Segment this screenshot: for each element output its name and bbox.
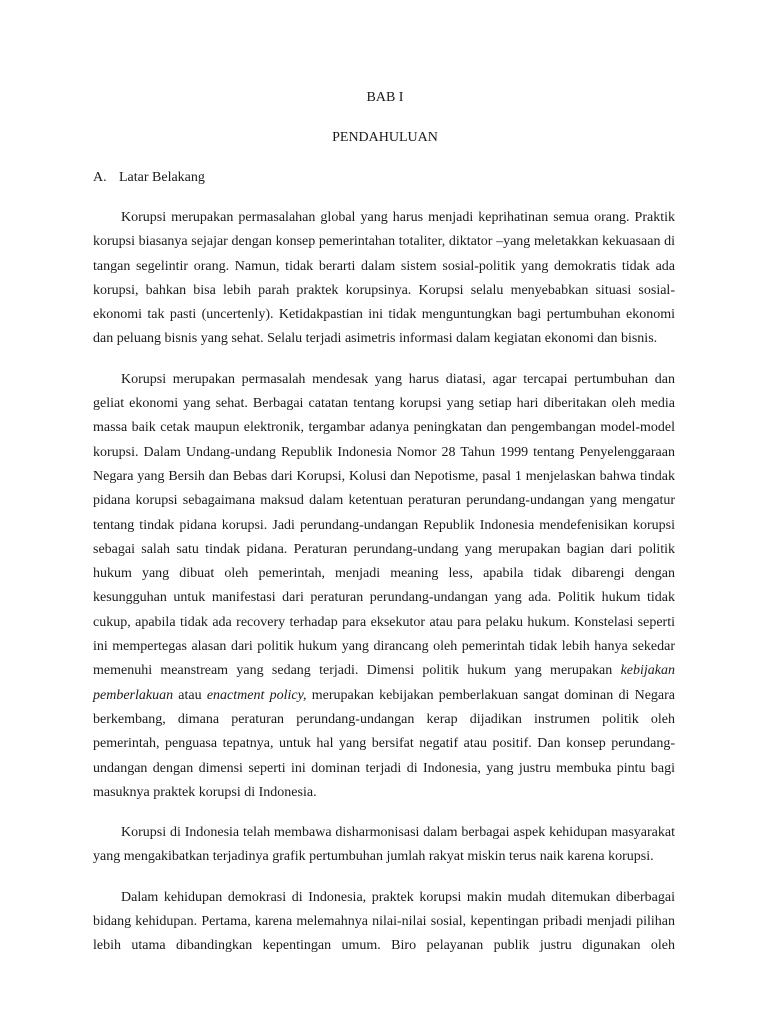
section-letter: A. [93,170,107,185]
paragraph-4: Dalam kehidupan demokrasi di Indonesia, praktek korupsi makin mudah ditemukan diberbagai bidang kehidupan. Pertama, karena melemahnya nilai-nilai sosial, kepentingan pribadi menjadi pilihan lebih utama dibandingkan kepentingan umum. Biro pelayanan publik justru digunakan oleh [93,889,675,954]
paragraph-2-part-a: Korupsi merupakan permasalah mendesak yang harus diatasi, agar tercapai pertumbuhan dan geliat ekonomi yang sehat. Berbagai catatan tentang korupsi yang setiap hari diberitakan oleh media massa baik cetak maupun elektronik, tergambar adanya peningkatan dan pengembangan model-model korupsi. Dalam Undang-undang Republik Indonesia Nomor 28 Tahun 1999 tentang Penyelenggaraan Negara yang Bersih dan Bebas dari Korupsi, Kolusi dan Nepotisme, pasal 1 menjelaskan bahwa tindak pidana korupsi sebagaimana maksud dalam ketentuan peraturan perundang-undangan yang mengatur tentang tindak pidana korupsi. Jadi perundang-undangan Republik Indonesia mendefenisikan korupsi sebagai salah satu tindak pidana. Peraturan perundang-undang yang merupakan bagian dari politik hukum yang dibuat oleh pemerintah, menjadi meaning less, apabila tidak dibarengi dengan kesungguhan untuk manifestasi dari peraturan perundang-undangan yang ada. Politik hukum tidak cukup, apabila tidak ada recovery terhadap para eksekutor atau para pelaku hukum. Konstelasi seperti ini mempertegas alasan dari politik hukum yang dirancang oleh pemerintah tidak lebih hanya sekedar memenuhi meanstream yang sedang terjadi. Dimensi politik hukum yang merupakan [93,371,675,679]
paragraph-3: Korupsi di Indonesia telah membawa disharmonisasi dalam berbagai aspek kehidupan masyarakat yang mengakibatkan terjadinya grafik pertumbuhan jumlah rakyat miskin terus naik karena korupsi. [93,825,675,865]
paragraph-1: Korupsi merupakan permasalahan global yang harus menjadi keprihatinan semua orang. Praktik korupsi biasanya sejajar dengan konsep pemerintahan totaliter, diktator –yang meletakkan kekuasaan di tangan segelintir orang. Namun, tidak berarti dalam sistem sosial-politik yang demokratis tidak ada korupsi, bahkan bisa lebih parah praktek korupsinya. Korupsi selalu menyebabkan situasi sosial-ekonomi tak pasti (uncertenly). Ketidakpastian ini tidak menguntungkan bagi pertumbuhan ekonomi dan peluang bisnis yang sehat. Selalu terjadi asimetris informasi dalam kegiatan ekonomi dan bisnis. [93,210,675,347]
section-title: Latar Belakang [119,170,205,185]
paragraph-2-part-c: merupakan kebijakan pemberlakuan sangat dominan di Negara berkembang, dimana peraturan perundang-undangan kerap dijadikan instrumen politik oleh pemerintah, penguasa tepatnya, untuk hal yang bersifat negatif atau positif. Dan konsep perundang-undangan dengan dimensi seperti ini dominan terjadi di Indonesia, yang justru membuka pintu bagi masuknya praktek korupsi di Indonesia. [93,687,675,800]
paragraph-2 [93,368,675,805]
chapter-title: PENDAHULUAN [332,130,438,145]
chapter-number: BAB I [366,90,404,105]
paragraph-2-italic-1: kebijakan pemberlakuan [93,663,675,703]
section-heading [93,166,675,190]
paragraph-2-italic-2: enactment policy, [206,687,307,703]
paragraph-2-part-b: atau [173,687,207,703]
